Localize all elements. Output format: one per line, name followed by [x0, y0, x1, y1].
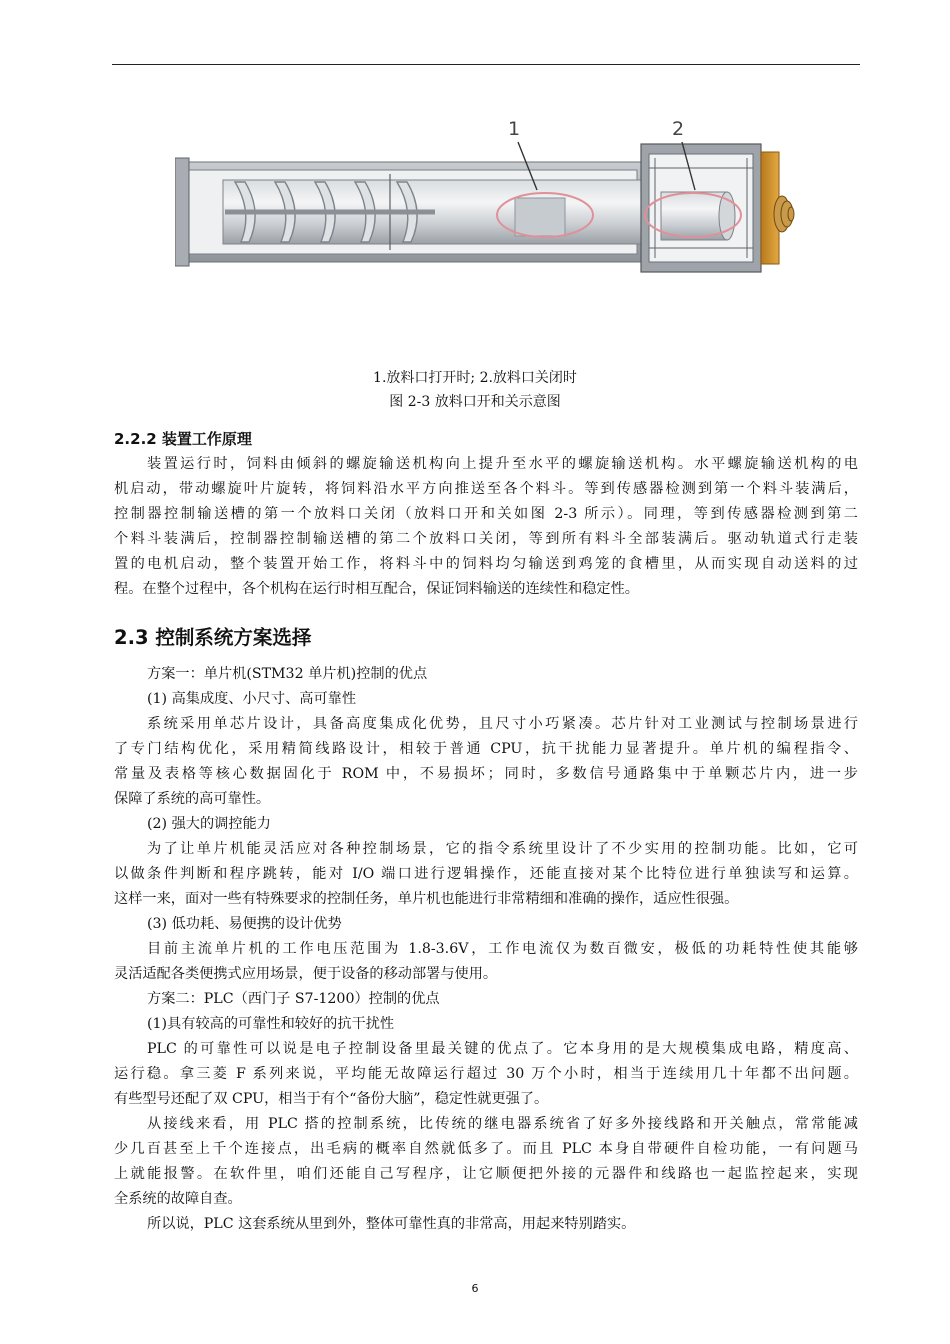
paragraph-line: (3) 低功耗、易便携的设计优势 — [147, 916, 342, 932]
paragraph-line: 装置运行时，饲料由倾斜的螺旋输送机构向上提升至水平的螺旋输送机构。水平螺旋输送机构的电 — [147, 456, 858, 472]
paragraph-line: 以做条件判断和程序跳转，能对 I/O 端口进行逻辑操作，还能直接对某个比特位进行单独读写和运算。 — [114, 866, 858, 882]
paragraph-line: (1) 高集成度、小尺寸、高可靠性 — [147, 691, 357, 707]
paragraph-line: 少几百甚至上千个连接点，出毛病的概率自然就低多了。而且 PLC 本身自带硬件自检功能，一有问题马 — [114, 1141, 858, 1157]
callout-1: 1 — [508, 118, 521, 140]
page-number: 6 — [471, 1282, 479, 1295]
paragraph-line: (2) 强大的调控能力 — [147, 816, 271, 832]
paragraph-line: 方案二：PLC（西门子 S7-1200）控制的优点 — [147, 991, 440, 1007]
paragraph-line: 方案一：单片机(STM32 单片机)控制的优点 — [147, 666, 428, 682]
section-heading-2-2-2: 2.2.2 装置工作原理 — [114, 430, 252, 448]
paragraph-line: 置的电机启动，整个装置开始工作，将料斗中的饲料均匀输送到鸡笼的食槽里，从而实现自动送料的过 — [114, 556, 858, 572]
paragraph-line: 有些型号还配了双 CPU，相当于有个“备份大脑”，稳定性就更强了。 — [114, 1091, 549, 1107]
callout-2: 2 — [672, 118, 685, 140]
conveyor-illustration — [175, 118, 795, 368]
paragraph-line: 灵活适配各类便携式应用场景，便于设备的移动部署与使用。 — [114, 966, 498, 982]
paragraph-line: 程。在整个过程中，各个机构在运行时相互配合，保证饲料输送的连续性和稳定性。 — [114, 581, 639, 597]
paragraph-line: 运行稳。拿三菱 F 系列来说，平均能无故障运行超过 30 万个小时，相当于连续用几十年都不出问题。 — [114, 1066, 858, 1082]
paragraph-line: 了专门结构优化，采用精简线路设计，相较于普通 CPU，抗干扰能力显著提升。单片机的编程指令、 — [114, 741, 858, 757]
paragraph-line: PLC 的可靠性可以说是电子控制设备里最关键的优点了。它本身用的是大规模集成电路，精度高、 — [147, 1041, 858, 1057]
paragraph-line: 为了让单片机能灵活应对各种控制场景，它的指令系统里设计了不少实用的控制功能。比如，它可 — [147, 841, 858, 857]
figure-caption: 图 2-3 放料口开和关示意图 — [389, 394, 561, 410]
paragraph-line: 上就能报警。在软件里，咱们还能自己写程序，让它顺便把外接的元器件和线路也一起监控起来，实现 — [114, 1166, 858, 1182]
paragraph-line: 系统采用单芯片设计，具备高度集成化优势，且尺寸小巧紧凑。芯片针对工业测试与控制场景进行 — [147, 716, 858, 732]
paragraph-line: (1)具有较高的可靠性和较好的抗干扰性 — [147, 1016, 395, 1032]
paragraph-line: 从接线来看，用 PLC 搭的控制系统，比传统的继电器系统省了好多外接线路和开关触点，常常能减 — [147, 1116, 858, 1132]
conveyor-figure — [175, 118, 795, 368]
paragraph-line: 保障了系统的高可靠性。 — [114, 791, 271, 807]
paragraph-line: 控制器控制输送槽的第一个放料口关闭（放料口开和关如图 2-3 所示）。同理，等到传感器检测到第二 — [114, 506, 858, 522]
paragraph-line: 个料斗装满后，控制器控制输送槽的第二个放料口关闭，等到所有料斗全部装满后。驱动轨道式行走装 — [114, 531, 858, 547]
paragraph-line: 常量及表格等核心数据固化于 ROM 中，不易损坏；同时，多数信号通路集中于单颗芯片内，进一步 — [114, 766, 858, 782]
header-rule — [112, 64, 860, 65]
paragraph-line: 所以说，PLC 这套系统从里到外，整体可靠性真的非常高，用起来特别踏实。 — [147, 1216, 636, 1232]
paragraph-line: 目前主流单片机的工作电压范围为 1.8-3.6V，工作电流仅为数百微安，极低的功耗特性使其能够 — [147, 941, 858, 957]
paragraph-line: 全系统的故障自查。 — [114, 1191, 242, 1207]
section-heading-2-3: 2.3 控制系统方案选择 — [114, 626, 312, 649]
paragraph-line: 机启动，带动螺旋叶片旋转，将饲料沿水平方向推送至各个料斗。等到传感器检测到第一个料斗装满后， — [114, 481, 858, 497]
figure-legend: 1.放料口打开时; 2.放料口关闭时 — [373, 370, 577, 386]
paragraph-line: 这样一来，面对一些有特殊要求的控制任务，单片机也能进行非常精细和准确的操作，适应性很强。 — [114, 891, 739, 907]
